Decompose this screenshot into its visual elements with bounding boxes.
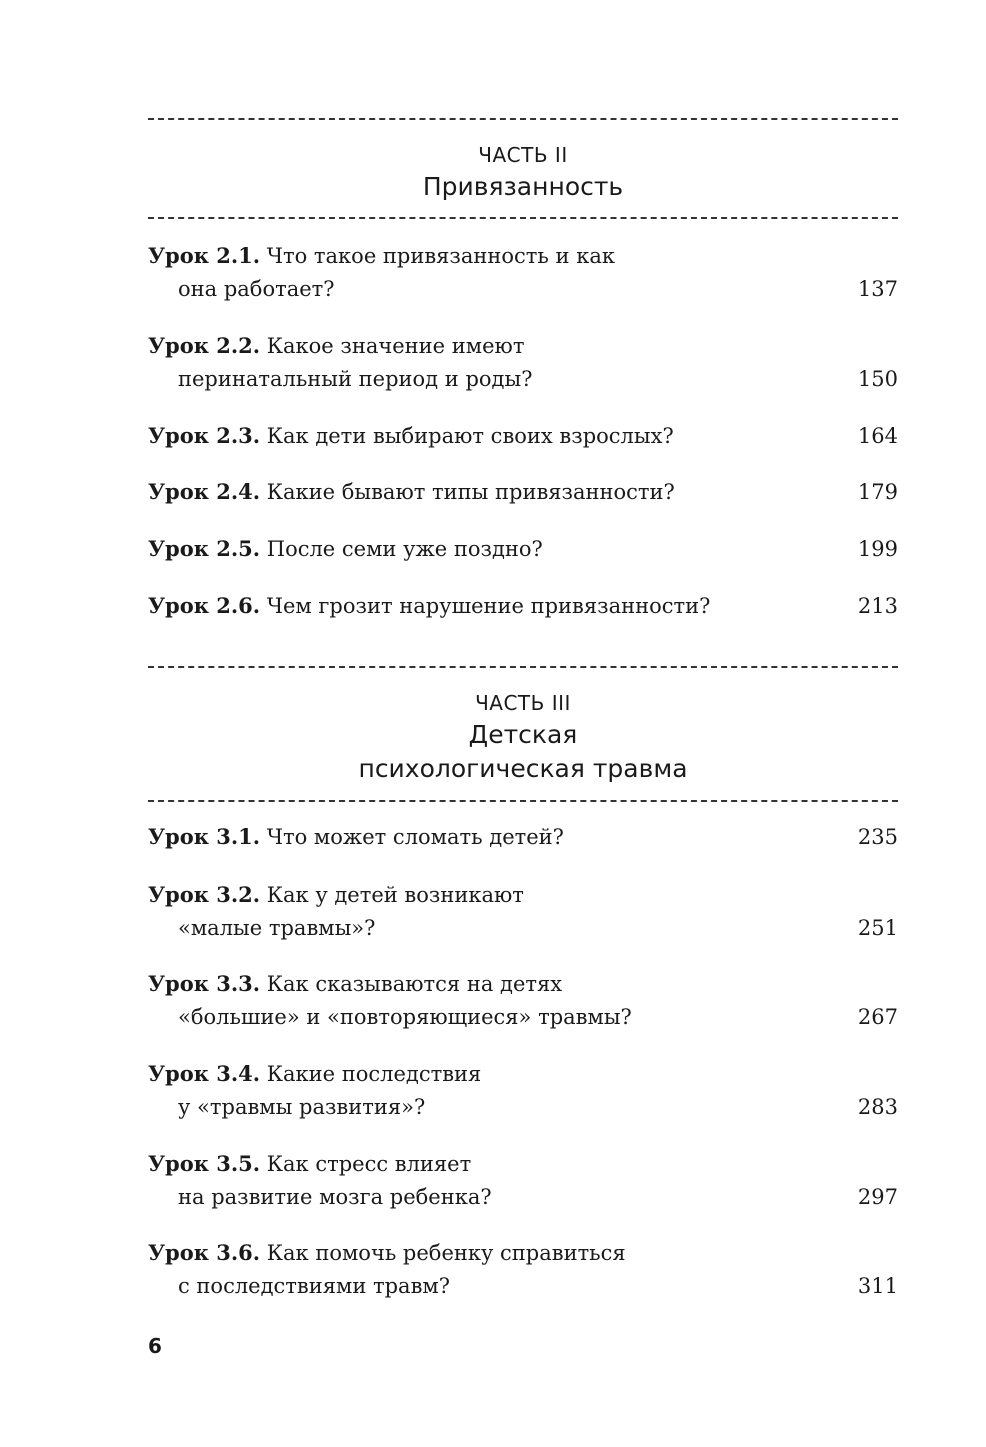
- lesson-title-cont: с последствиями травм?: [178, 1274, 450, 1298]
- lesson-title: Какие последствия: [266, 1062, 482, 1086]
- lesson-title-cont: у «травмы развития»?: [178, 1095, 426, 1119]
- part3-label: ЧАСТЬ III: [475, 691, 571, 715]
- page-ref: 267: [857, 1005, 898, 1029]
- part2-label: ЧАСТЬ II: [478, 143, 568, 167]
- toc-entry-3-5[interactable]: [148, 1147, 898, 1214]
- divider-bottom-part3: [148, 800, 898, 802]
- lesson-title-cont: «малые травмы»?: [178, 916, 376, 940]
- lesson-number: Урок 3.5.: [148, 1151, 261, 1176]
- page-ref: 164: [857, 424, 898, 448]
- page-ref: 235: [857, 825, 898, 849]
- page-ref: 137: [857, 277, 898, 301]
- page-ref: 297: [857, 1185, 898, 1209]
- toc-entry-3-2[interactable]: [148, 878, 898, 945]
- toc-entry-2-1[interactable]: [148, 239, 898, 306]
- lesson-title: После семи уже поздно?: [266, 537, 543, 561]
- divider-top-part3: [148, 666, 898, 668]
- lesson-title-cont: «большие» и «повторяющиеся» травмы?: [178, 1005, 632, 1029]
- page-ref: 179: [857, 480, 898, 504]
- page-ref: 283: [857, 1095, 898, 1119]
- lesson-title: Какое значение имеют: [266, 334, 525, 358]
- part3-title-line2: психологическая травма: [358, 754, 688, 783]
- toc-entry-2-4[interactable]: [148, 475, 898, 509]
- lesson-number: Урок 2.2.: [148, 333, 261, 358]
- page-ref: 199: [857, 537, 898, 561]
- lesson-title: Как сказываются на детях: [266, 972, 563, 996]
- divider-bottom-part2: [148, 217, 898, 219]
- page-number: 6: [148, 1334, 162, 1358]
- toc-entry-2-2[interactable]: [148, 329, 898, 396]
- toc-entry-2-5[interactable]: [148, 532, 898, 566]
- lesson-title: Как у детей возникают: [266, 883, 524, 907]
- divider-top-part2: [148, 118, 898, 120]
- page-ref: 213: [857, 594, 898, 618]
- lesson-title: Что может сломать детей?: [266, 825, 564, 849]
- lesson-number: Урок 3.2.: [148, 882, 261, 907]
- toc-entry-3-1[interactable]: [148, 820, 898, 854]
- lesson-title-cont: на развитие мозга ребенка?: [178, 1185, 492, 1209]
- lesson-number: Урок 3.6.: [148, 1240, 261, 1265]
- part3-title-line1: Детская: [468, 720, 578, 749]
- lesson-number: Урок 2.5.: [148, 536, 261, 561]
- lesson-number: Урок 2.6.: [148, 593, 261, 618]
- toc-entry-2-6[interactable]: [148, 589, 898, 623]
- lesson-title: Как дети выбирают своих взрослых?: [266, 424, 674, 448]
- lesson-number: Урок 2.4.: [148, 479, 261, 504]
- lesson-title: Как стресс влияет: [266, 1152, 472, 1176]
- page-ref: 251: [857, 916, 898, 940]
- lesson-title-cont: она работает?: [178, 277, 335, 301]
- lesson-title: Чем грозит нарушение привязанности?: [266, 594, 711, 618]
- lesson-number: Урок 3.1.: [148, 824, 261, 849]
- page-ref: 150: [857, 367, 898, 391]
- lesson-number: Урок 2.1.: [148, 243, 261, 268]
- lesson-title: Что такое привязанность и как: [266, 244, 615, 268]
- lesson-number: Урок 3.3.: [148, 971, 261, 996]
- lesson-number: Урок 3.4.: [148, 1061, 261, 1086]
- toc-entry-3-3[interactable]: [148, 967, 898, 1034]
- lesson-title: Как помочь ребенку справиться: [266, 1241, 626, 1265]
- lesson-title: Какие бывают типы привязанности?: [266, 480, 675, 504]
- toc-entry-3-6[interactable]: [148, 1236, 898, 1303]
- lesson-number: Урок 2.3.: [148, 423, 261, 448]
- part2-title: Привязанность: [422, 172, 624, 201]
- toc-entry-3-4[interactable]: [148, 1057, 898, 1124]
- lesson-title-cont: перинатальный период и роды?: [178, 367, 533, 391]
- page-ref: 311: [857, 1274, 898, 1298]
- toc-entry-2-3[interactable]: [148, 419, 898, 453]
